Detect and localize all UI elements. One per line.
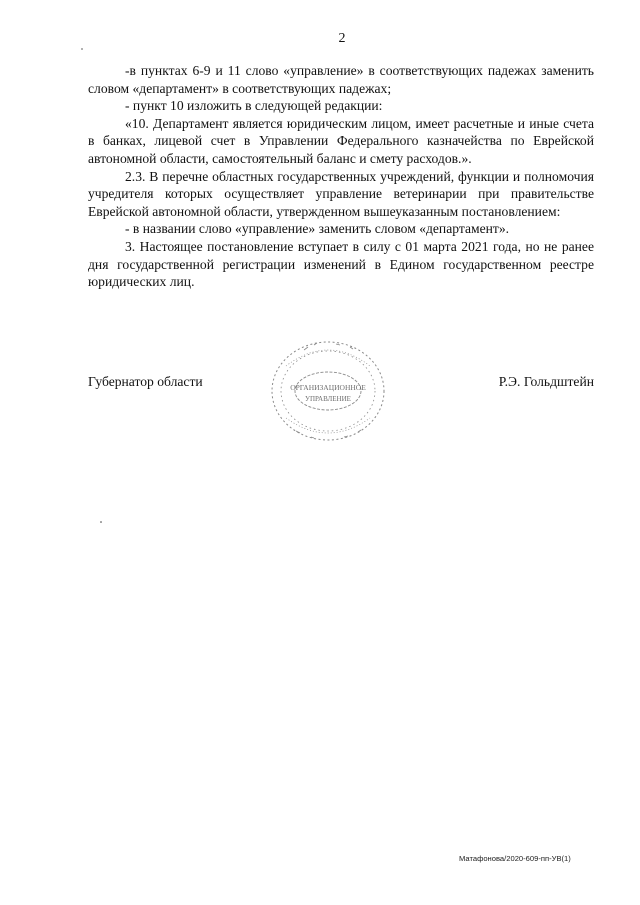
document-reference: Матафонова/2020-609-пп-УВ(1)	[459, 854, 571, 863]
stamp-seal-icon	[266, 336, 391, 446]
paragraph-point-10-text: «10. Департамент является юридическим лицом, имеет расчетные и иные счета в банках, лицевой счет в Управлении Федерального казначейства по Еврейской автономной области, самостоятельный баланс и смету расходов.».	[88, 115, 594, 166]
page-number: 2	[338, 31, 346, 46]
paragraph-rename-title: - в названии слово «управление» заменить словом «департамент».	[125, 221, 510, 237]
document-body	[88, 62, 594, 291]
paragraph-point-10-intro: - пункт 10 изложить в следующей редакции:	[125, 98, 383, 114]
signatory-position: Губернатор области	[88, 374, 203, 389]
paragraph-2-3: 2.3. В перечне областных государственных учреждений, функции и полномочия учредителя которых осуществляет управление ветеринарии при правительстве Еврейской автономной области, утвержденном вышеуказанным постановлением:	[88, 168, 594, 219]
scan-speck	[81, 48, 83, 50]
signatory-name: Р.Э. Гольдштейн	[498, 374, 594, 389]
stamp-line-2: УПРАВЛЕНИЕ	[305, 395, 351, 403]
scan-speck	[100, 521, 102, 523]
paragraph-replace-words: -в пунктах 6-9 и 11 слово «управление» в соответствующих падежах заменить словом «департамент» в соответствующих падежах;	[88, 63, 594, 96]
stamp-line-1: ОРГАНИЗАЦИОННОЕ	[290, 383, 366, 392]
official-stamp	[266, 336, 391, 446]
paragraph-3-effective-date: 3. Настоящее постановление вступает в силу с 01 марта 2021 года, но не ранее дня государственной регистрации изменений в Едином государственном реестре юридических лиц.	[88, 238, 594, 290]
